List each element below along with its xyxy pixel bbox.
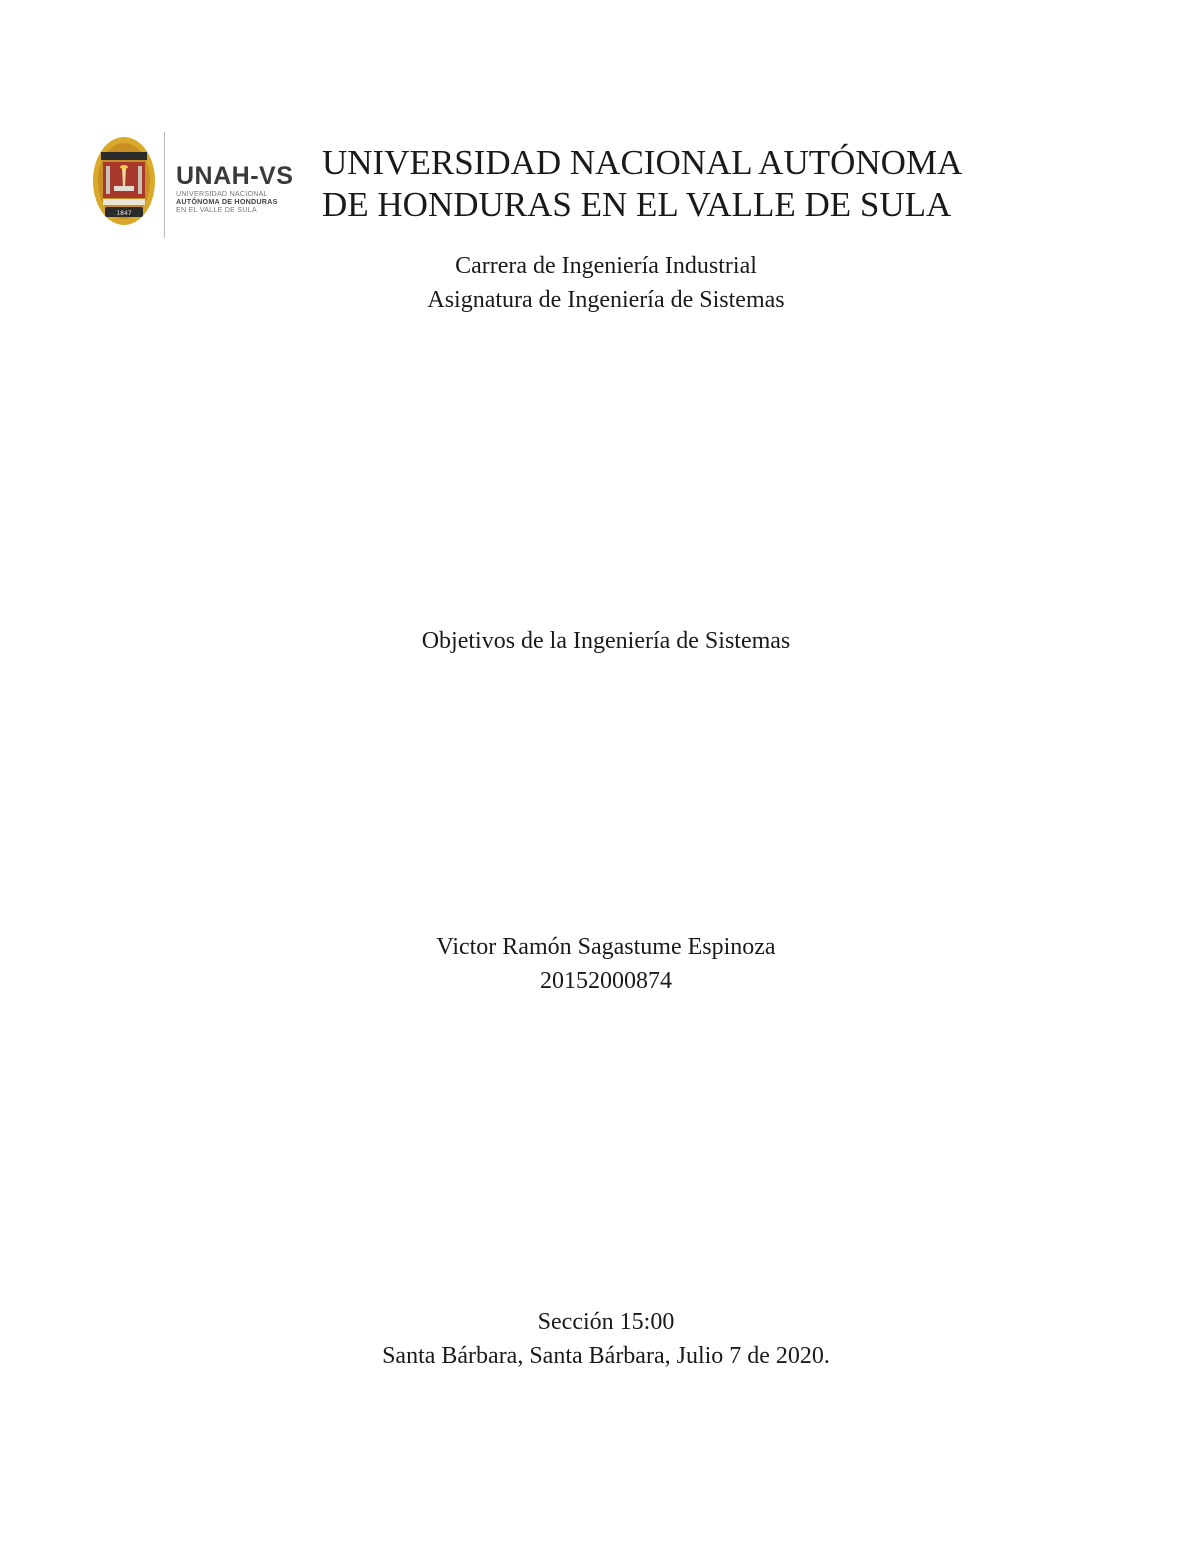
author-name: Victor Ramón Sagastume Espinoza: [436, 934, 776, 960]
career-name: Carrera de Ingeniería Industrial: [455, 253, 757, 279]
program-info: [0, 249, 1200, 317]
university-title-line-2: DE HONDURAS EN EL VALLE DE SULA: [322, 185, 952, 224]
university-seal-icon: [92, 136, 156, 226]
place-and-date: Santa Bárbara, Santa Bárbara, Julio 7 de 2020.: [382, 1343, 830, 1369]
document-title-text: Objetivos de la Ingeniería de Sistemas: [421, 628, 791, 654]
logo-subtitle-line-3: EN EL VALLE DE SULA: [176, 205, 257, 214]
university-title-line-1: UNIVERSIDAD NACIONAL AUTÓNOMA: [322, 143, 963, 182]
author-info: [0, 930, 1200, 998]
logo-subtitle-line-1: UNIVERSIDAD NACIONAL: [176, 189, 268, 198]
logo-subtitle-line-2: AUTÓNOMA DE HONDURAS: [176, 197, 278, 206]
student-id: 20152000874: [540, 968, 672, 994]
university-title: [322, 142, 1042, 226]
section-time: Sección 15:00: [537, 1309, 675, 1335]
logo-wordmark: UNAH-VS: [176, 162, 294, 190]
footer-info: [0, 1305, 1200, 1373]
university-logo: [92, 132, 304, 240]
course-name: Asignatura de Ingeniería de Sistemas: [427, 287, 785, 313]
seal-year: 1847: [116, 210, 132, 217]
logo-divider: [164, 132, 165, 238]
document-title: [0, 624, 1200, 658]
